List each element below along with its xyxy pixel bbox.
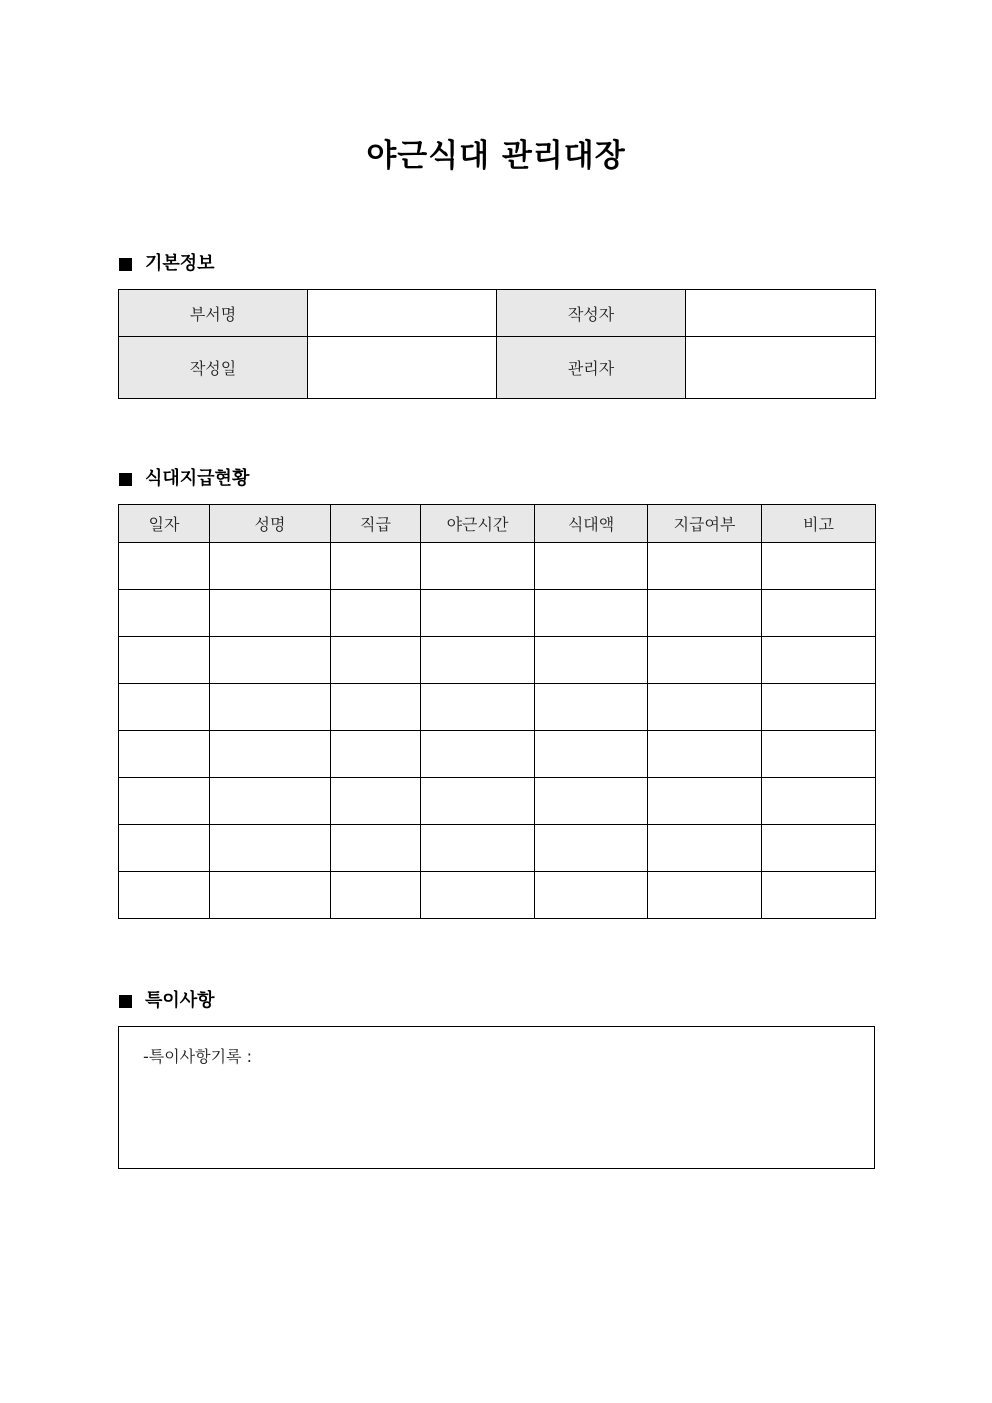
- table-cell[interactable]: [210, 872, 331, 919]
- column-header-name: 성명: [210, 505, 331, 543]
- table-cell[interactable]: [535, 778, 648, 825]
- table-cell[interactable]: [119, 778, 210, 825]
- table-cell[interactable]: [119, 637, 210, 684]
- notes-box[interactable]: [118, 1026, 875, 1169]
- column-header-date: 일자: [119, 505, 210, 543]
- date-label: 작성일: [119, 337, 308, 399]
- table-cell[interactable]: [331, 778, 421, 825]
- table-cell[interactable]: [535, 731, 648, 778]
- column-header-paid-status: 지급여부: [648, 505, 762, 543]
- document-title: 야근식대 관리대장: [366, 138, 626, 174]
- table-cell[interactable]: [331, 872, 421, 919]
- table-cell[interactable]: [648, 590, 762, 637]
- manager-label: 관리자: [497, 337, 686, 399]
- table-cell[interactable]: [421, 590, 535, 637]
- meal-payment-table: [118, 504, 876, 919]
- table-cell[interactable]: [331, 825, 421, 872]
- table-header-row: [119, 505, 876, 543]
- table-cell[interactable]: [421, 684, 535, 731]
- meal-payment-heading: [119, 466, 249, 492]
- basic-info-row: [119, 290, 876, 337]
- basic-info-heading: [119, 251, 215, 277]
- table-row: [119, 543, 876, 590]
- column-header-rank: 직급: [331, 505, 421, 543]
- table-cell[interactable]: [648, 825, 762, 872]
- table-cell[interactable]: [331, 731, 421, 778]
- table-cell[interactable]: [648, 543, 762, 590]
- table-cell[interactable]: [331, 590, 421, 637]
- column-header-overtime-hours: 야근시간: [421, 505, 535, 543]
- date-field[interactable]: [308, 337, 497, 399]
- table-cell[interactable]: [648, 872, 762, 919]
- table-cell[interactable]: [535, 543, 648, 590]
- square-bullet-icon: [119, 473, 132, 486]
- department-label: 부서명: [119, 290, 308, 337]
- author-label: 작성자: [497, 290, 686, 337]
- meal-payment-heading-label: 식대지급현황: [145, 468, 250, 489]
- basic-info-table: [118, 289, 876, 399]
- table-cell[interactable]: [210, 825, 331, 872]
- notes-heading: [119, 988, 215, 1014]
- table-cell[interactable]: [421, 872, 535, 919]
- department-field[interactable]: [308, 290, 497, 337]
- table-cell[interactable]: [762, 731, 876, 778]
- notes-heading-label: 특이사항: [145, 990, 215, 1011]
- table-row: [119, 684, 876, 731]
- basic-info-heading-label: 기본정보: [145, 253, 215, 274]
- manager-field[interactable]: [686, 337, 876, 399]
- table-cell[interactable]: [535, 684, 648, 731]
- table-cell[interactable]: [421, 731, 535, 778]
- table-cell[interactable]: [119, 543, 210, 590]
- table-row: [119, 637, 876, 684]
- table-row: [119, 778, 876, 825]
- author-field[interactable]: [686, 290, 876, 337]
- table-cell[interactable]: [210, 684, 331, 731]
- table-cell[interactable]: [421, 825, 535, 872]
- table-cell[interactable]: [210, 543, 331, 590]
- table-cell[interactable]: [421, 778, 535, 825]
- table-cell[interactable]: [210, 731, 331, 778]
- square-bullet-icon: [119, 258, 132, 271]
- table-cell[interactable]: [762, 778, 876, 825]
- column-header-remarks: 비고: [762, 505, 876, 543]
- table-cell[interactable]: [762, 825, 876, 872]
- table-cell[interactable]: [421, 543, 535, 590]
- table-row: [119, 731, 876, 778]
- table-cell[interactable]: [535, 872, 648, 919]
- table-row: [119, 825, 876, 872]
- table-cell[interactable]: [762, 590, 876, 637]
- table-cell[interactable]: [119, 590, 210, 637]
- table-cell[interactable]: [762, 872, 876, 919]
- table-cell[interactable]: [210, 778, 331, 825]
- table-cell[interactable]: [421, 637, 535, 684]
- table-cell[interactable]: [648, 684, 762, 731]
- table-cell[interactable]: [119, 825, 210, 872]
- table-cell[interactable]: [119, 684, 210, 731]
- table-cell[interactable]: [648, 731, 762, 778]
- table-cell[interactable]: [210, 590, 331, 637]
- table-cell[interactable]: [119, 872, 210, 919]
- table-cell[interactable]: [535, 825, 648, 872]
- table-cell[interactable]: [762, 637, 876, 684]
- table-cell[interactable]: [648, 778, 762, 825]
- table-cell[interactable]: [331, 637, 421, 684]
- notes-text: -특이사항기록 :: [143, 1047, 252, 1066]
- table-cell[interactable]: [331, 543, 421, 590]
- table-cell[interactable]: [210, 637, 331, 684]
- table-cell[interactable]: [331, 684, 421, 731]
- table-cell[interactable]: [535, 590, 648, 637]
- table-cell[interactable]: [762, 543, 876, 590]
- column-header-meal-amount: 식대액: [535, 505, 648, 543]
- table-cell[interactable]: [119, 731, 210, 778]
- table-cell[interactable]: [762, 684, 876, 731]
- basic-info-row: [119, 337, 876, 399]
- table-row: [119, 872, 876, 919]
- table-cell[interactable]: [648, 637, 762, 684]
- square-bullet-icon: [119, 995, 132, 1008]
- table-row: [119, 590, 876, 637]
- table-cell[interactable]: [535, 637, 648, 684]
